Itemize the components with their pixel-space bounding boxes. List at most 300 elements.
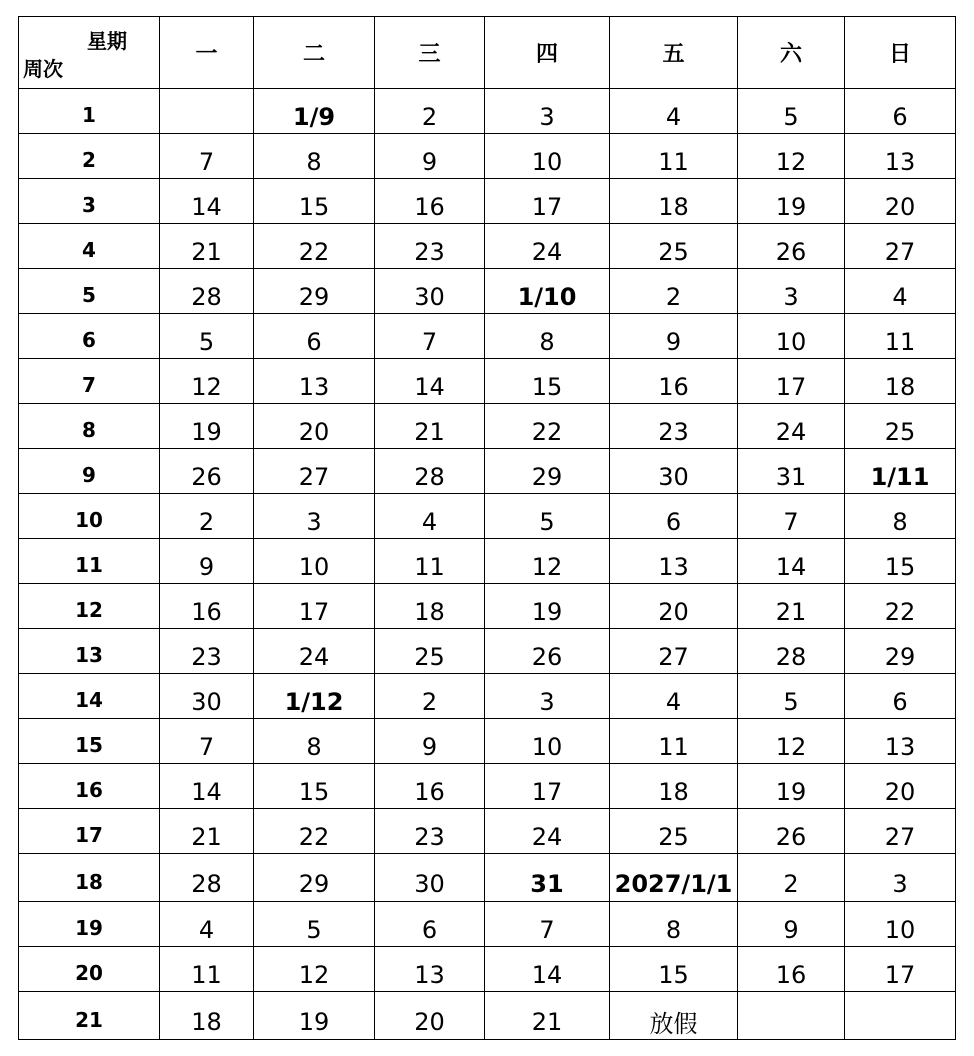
date-label: 11: [414, 553, 445, 581]
date-cell: [254, 449, 375, 494]
date-label: 4: [892, 283, 908, 311]
date-label: 6: [421, 916, 438, 944]
date-cell: [254, 224, 375, 269]
date-label: 3: [783, 283, 799, 311]
week-number-cell: [19, 359, 160, 404]
date-cell: [610, 269, 738, 314]
table-row: [19, 89, 956, 134]
date-label: 22: [298, 823, 330, 851]
date-cell: [375, 314, 485, 359]
date-label: 2: [421, 103, 438, 131]
date-label: 19: [191, 418, 222, 446]
date-label: 放假: [649, 1010, 698, 1038]
date-cell: [160, 404, 254, 449]
date-label: 8: [306, 733, 322, 761]
date-label: 25: [414, 643, 445, 671]
date-cell: [738, 764, 845, 809]
date-cell: [610, 224, 738, 269]
date-cell: [375, 764, 485, 809]
week-number-label: 19: [75, 916, 103, 940]
week-number-cell: [19, 449, 160, 494]
week-number-label: 14: [75, 688, 103, 712]
date-label: 4: [198, 916, 215, 944]
week-number-cell: [19, 854, 160, 902]
date-label: 6: [306, 328, 322, 356]
date-cell: [375, 404, 485, 449]
date-label: 4: [665, 103, 682, 131]
week-calendar-table: [18, 16, 956, 1040]
date-label: 13: [658, 553, 689, 581]
week-number-cell: [19, 494, 160, 539]
week-number-label: 21: [75, 1007, 103, 1032]
date-cell: [160, 674, 254, 719]
date-label: 16: [414, 193, 445, 221]
week-number-axis-label: 周次: [23, 57, 63, 81]
week-number-label: 2: [82, 148, 96, 172]
date-label: 16: [658, 373, 689, 401]
date-cell: [610, 854, 738, 902]
date-cell: [610, 359, 738, 404]
date-label: 6: [892, 103, 908, 131]
date-label: 28: [191, 869, 222, 898]
date-label: 5: [198, 328, 215, 356]
date-label: 8: [306, 148, 322, 176]
date-label: 17: [298, 598, 330, 626]
date-label: 10: [298, 553, 330, 581]
date-label: 9: [783, 916, 799, 944]
date-label: 18: [658, 193, 689, 221]
date-cell: [845, 269, 956, 314]
date-cell: [160, 269, 254, 314]
date-label: 23: [414, 823, 445, 851]
date-cell: [375, 494, 485, 539]
date-label: 15: [884, 553, 916, 581]
date-cell: [485, 992, 610, 1040]
date-cell: [254, 404, 375, 449]
date-cell: [375, 179, 485, 224]
week-number-label: 6: [82, 328, 96, 352]
date-cell: [254, 992, 375, 1040]
date-label: 8: [665, 916, 682, 944]
week-number-label: 3: [82, 193, 96, 217]
date-label: 20: [298, 418, 330, 446]
date-cell: [254, 89, 375, 134]
calendar-body: [19, 89, 956, 1040]
date-label: 15: [658, 961, 689, 989]
date-cell: [160, 809, 254, 854]
week-number-label: 9: [82, 463, 96, 487]
date-cell: [254, 629, 375, 674]
date-label: 24: [298, 643, 330, 671]
date-cell: [738, 494, 845, 539]
date-cell: [845, 992, 956, 1040]
date-cell: [254, 179, 375, 224]
date-cell: [845, 809, 956, 854]
date-cell: [254, 674, 375, 719]
date-label: 21: [531, 1007, 563, 1036]
date-cell: [845, 224, 956, 269]
date-cell: [375, 947, 485, 992]
date-label: 9: [198, 553, 215, 581]
date-cell: [610, 902, 738, 947]
date-label: 2: [665, 283, 682, 311]
date-cell: [845, 947, 956, 992]
date-cell: [254, 719, 375, 764]
date-cell: [375, 992, 485, 1040]
date-cell: [375, 674, 485, 719]
date-cell: [485, 854, 610, 902]
date-cell: [485, 947, 610, 992]
date-cell: [738, 992, 845, 1040]
date-label: 1/10: [517, 283, 577, 311]
date-label: 14: [531, 961, 563, 989]
date-cell: [160, 224, 254, 269]
week-number-label: 10: [75, 508, 103, 532]
table-row: [19, 584, 956, 629]
date-cell: [160, 359, 254, 404]
date-cell: [610, 629, 738, 674]
week-number-cell: [19, 134, 160, 179]
date-cell: [610, 674, 738, 719]
date-cell: [485, 89, 610, 134]
week-number-cell: [19, 764, 160, 809]
date-label: 9: [665, 328, 682, 356]
date-cell: [254, 314, 375, 359]
week-number-label: 17: [75, 823, 103, 847]
week-number-cell: [19, 809, 160, 854]
table-row: [19, 359, 956, 404]
date-cell: [375, 809, 485, 854]
date-cell: [845, 764, 956, 809]
date-label: 27: [884, 238, 916, 266]
week-number-cell: [19, 539, 160, 584]
date-label: 26: [531, 643, 563, 671]
date-cell: [254, 269, 375, 314]
date-cell: [160, 449, 254, 494]
date-label: 14: [191, 778, 222, 806]
weekday-header-mon: 一: [160, 17, 254, 89]
date-cell: [160, 902, 254, 947]
date-cell: [485, 539, 610, 584]
week-number-label: 11: [75, 553, 103, 577]
date-cell: [485, 224, 610, 269]
date-label: 12: [775, 148, 807, 176]
date-cell: [485, 764, 610, 809]
date-label: 24: [775, 418, 807, 446]
date-label: 21: [191, 238, 222, 266]
date-label: 17: [884, 961, 916, 989]
date-cell: [738, 539, 845, 584]
date-cell: [738, 134, 845, 179]
date-cell: [610, 314, 738, 359]
table-row: [19, 404, 956, 449]
table-row: [19, 854, 956, 902]
date-label: 27: [884, 823, 916, 851]
date-cell: [254, 947, 375, 992]
date-cell: [254, 359, 375, 404]
date-cell: [738, 89, 845, 134]
date-cell: [610, 494, 738, 539]
date-cell: [160, 992, 254, 1040]
date-label: 22: [298, 238, 330, 266]
date-cell: [738, 224, 845, 269]
date-cell: [160, 719, 254, 764]
week-number-label: 16: [75, 778, 103, 802]
date-label: 27: [298, 463, 330, 491]
date-label: 17: [775, 373, 807, 401]
date-label: 13: [884, 148, 916, 176]
week-number-label: 5: [82, 283, 96, 307]
table-row: [19, 809, 956, 854]
date-cell: [485, 809, 610, 854]
date-cell: [738, 629, 845, 674]
date-cell: [254, 539, 375, 584]
header-row: [19, 17, 956, 89]
date-label: 30: [658, 463, 689, 491]
date-label: 11: [658, 148, 689, 176]
date-label: 4: [421, 508, 438, 536]
date-cell: [375, 902, 485, 947]
date-label: 25: [658, 823, 689, 851]
week-number-label: 12: [75, 598, 103, 622]
date-cell: [485, 719, 610, 764]
date-label: 13: [884, 733, 916, 761]
date-cell: [160, 494, 254, 539]
table-row: [19, 224, 956, 269]
date-label: 7: [421, 328, 438, 356]
date-cell: [738, 902, 845, 947]
date-cell: [485, 674, 610, 719]
date-cell: [845, 134, 956, 179]
date-cell: [375, 134, 485, 179]
date-cell: [160, 539, 254, 584]
date-cell: [738, 719, 845, 764]
date-label: 11: [658, 733, 689, 761]
week-number-cell: [19, 719, 160, 764]
weekday-header-tue: 二: [254, 17, 375, 89]
date-cell: [845, 629, 956, 674]
date-label: 7: [539, 916, 555, 944]
date-cell: [738, 809, 845, 854]
date-label: 13: [298, 373, 330, 401]
date-label: 13: [414, 961, 445, 989]
date-cell: [160, 854, 254, 902]
date-label: 17: [531, 193, 563, 221]
date-label: 3: [539, 688, 555, 716]
date-label: 19: [775, 193, 807, 221]
date-cell: [160, 89, 254, 134]
table-row: [19, 902, 956, 947]
date-label: 10: [531, 148, 563, 176]
date-cell: [845, 674, 956, 719]
date-label: 28: [775, 643, 807, 671]
date-label: 30: [191, 688, 222, 716]
week-number-cell: [19, 992, 160, 1040]
date-cell: [845, 539, 956, 584]
date-label: 18: [884, 373, 916, 401]
date-label: 18: [658, 778, 689, 806]
date-cell: [610, 992, 738, 1040]
date-cell: [160, 179, 254, 224]
date-label: 1/11: [870, 463, 930, 491]
date-label: 15: [298, 193, 330, 221]
date-label: 11: [191, 961, 222, 989]
week-number-cell: [19, 314, 160, 359]
date-cell: [254, 584, 375, 629]
week-number-label: 18: [75, 869, 103, 894]
date-label: 20: [414, 1007, 445, 1036]
table-row: [19, 134, 956, 179]
date-cell: [485, 584, 610, 629]
date-cell: [845, 584, 956, 629]
date-label: 7: [783, 508, 799, 536]
week-number-label: 15: [75, 733, 103, 757]
date-cell: [254, 764, 375, 809]
date-label: 22: [531, 418, 563, 446]
table-row: [19, 494, 956, 539]
week-number-label: 1: [82, 103, 96, 127]
date-cell: [738, 449, 845, 494]
date-cell: [254, 902, 375, 947]
date-label: 3: [539, 103, 555, 131]
date-label: 14: [191, 193, 222, 221]
date-cell: [485, 494, 610, 539]
week-number-cell: [19, 224, 160, 269]
date-label: 2: [783, 869, 799, 898]
date-label: 19: [775, 778, 807, 806]
week-number-cell: [19, 674, 160, 719]
date-label: 29: [531, 463, 563, 491]
date-cell: [738, 179, 845, 224]
week-number-cell: [19, 584, 160, 629]
date-label: 15: [298, 778, 330, 806]
weekday-header-sun: 日: [845, 17, 956, 89]
date-cell: [845, 719, 956, 764]
date-label: 28: [414, 463, 445, 491]
date-cell: [610, 809, 738, 854]
date-cell: [375, 269, 485, 314]
date-label: 5: [783, 688, 799, 716]
date-cell: [485, 269, 610, 314]
date-cell: [485, 314, 610, 359]
weekday-axis-label: 星期: [87, 29, 127, 53]
date-label: 2: [421, 688, 438, 716]
date-label: 5: [306, 916, 322, 944]
date-cell: [845, 89, 956, 134]
date-label: 23: [658, 418, 689, 446]
weekday-header-fri: 五: [610, 17, 738, 89]
date-label: 12: [531, 553, 563, 581]
date-label: 30: [414, 283, 445, 311]
date-label: 26: [191, 463, 222, 491]
date-label: 9: [421, 148, 438, 176]
week-number-label: 7: [82, 373, 96, 397]
date-cell: [375, 89, 485, 134]
date-cell: [845, 179, 956, 224]
week-number-label: 13: [75, 643, 103, 667]
date-label: 10: [884, 916, 916, 944]
date-cell: [160, 134, 254, 179]
date-label: 4: [665, 688, 682, 716]
date-cell: [160, 764, 254, 809]
date-cell: [375, 539, 485, 584]
date-label: 3: [892, 869, 908, 898]
date-cell: [845, 359, 956, 404]
date-cell: [610, 134, 738, 179]
date-label: 24: [531, 823, 563, 851]
table-row: [19, 764, 956, 809]
date-cell: [254, 854, 375, 902]
date-cell: [375, 449, 485, 494]
date-label: 16: [414, 778, 445, 806]
date-label: 6: [892, 688, 908, 716]
date-label: 2027/1/1: [614, 869, 733, 898]
date-label: 21: [191, 823, 222, 851]
date-label: 1/9: [292, 103, 336, 131]
date-label: 14: [414, 373, 445, 401]
date-label: 19: [531, 598, 563, 626]
date-label: 11: [884, 328, 916, 356]
date-label: 29: [298, 869, 330, 898]
date-label: 20: [884, 778, 916, 806]
date-label: 3: [306, 508, 322, 536]
date-cell: [610, 947, 738, 992]
date-cell: [485, 359, 610, 404]
date-cell: [254, 134, 375, 179]
date-label: 27: [658, 643, 689, 671]
date-cell: [160, 314, 254, 359]
date-cell: [845, 404, 956, 449]
week-number-cell: [19, 947, 160, 992]
date-label: 10: [531, 733, 563, 761]
date-cell: [610, 719, 738, 764]
date-label: 24: [531, 238, 563, 266]
date-cell: [738, 584, 845, 629]
date-cell: [375, 224, 485, 269]
table-row: [19, 674, 956, 719]
date-label: 2: [198, 508, 215, 536]
date-cell: [738, 314, 845, 359]
corner-header-cell: [19, 17, 160, 89]
date-label: 20: [658, 598, 689, 626]
date-cell: [845, 854, 956, 902]
date-cell: [845, 449, 956, 494]
date-cell: [485, 134, 610, 179]
date-cell: [610, 764, 738, 809]
date-cell: [845, 314, 956, 359]
date-label: 25: [884, 418, 916, 446]
date-label: 22: [884, 598, 916, 626]
date-cell: [738, 359, 845, 404]
date-cell: [610, 89, 738, 134]
date-cell: [160, 947, 254, 992]
table-row: [19, 992, 956, 1040]
date-label: 21: [775, 598, 807, 626]
date-cell: [485, 179, 610, 224]
date-label: 9: [421, 733, 438, 761]
date-label: 6: [665, 508, 682, 536]
table-row: [19, 449, 956, 494]
date-label: 25: [658, 238, 689, 266]
week-number-cell: [19, 89, 160, 134]
date-label: 15: [531, 373, 563, 401]
week-number-label: 4: [82, 238, 96, 262]
date-cell: [485, 404, 610, 449]
date-cell: [375, 719, 485, 764]
table-row: [19, 539, 956, 584]
date-label: 30: [414, 869, 445, 898]
date-label: 21: [414, 418, 445, 446]
